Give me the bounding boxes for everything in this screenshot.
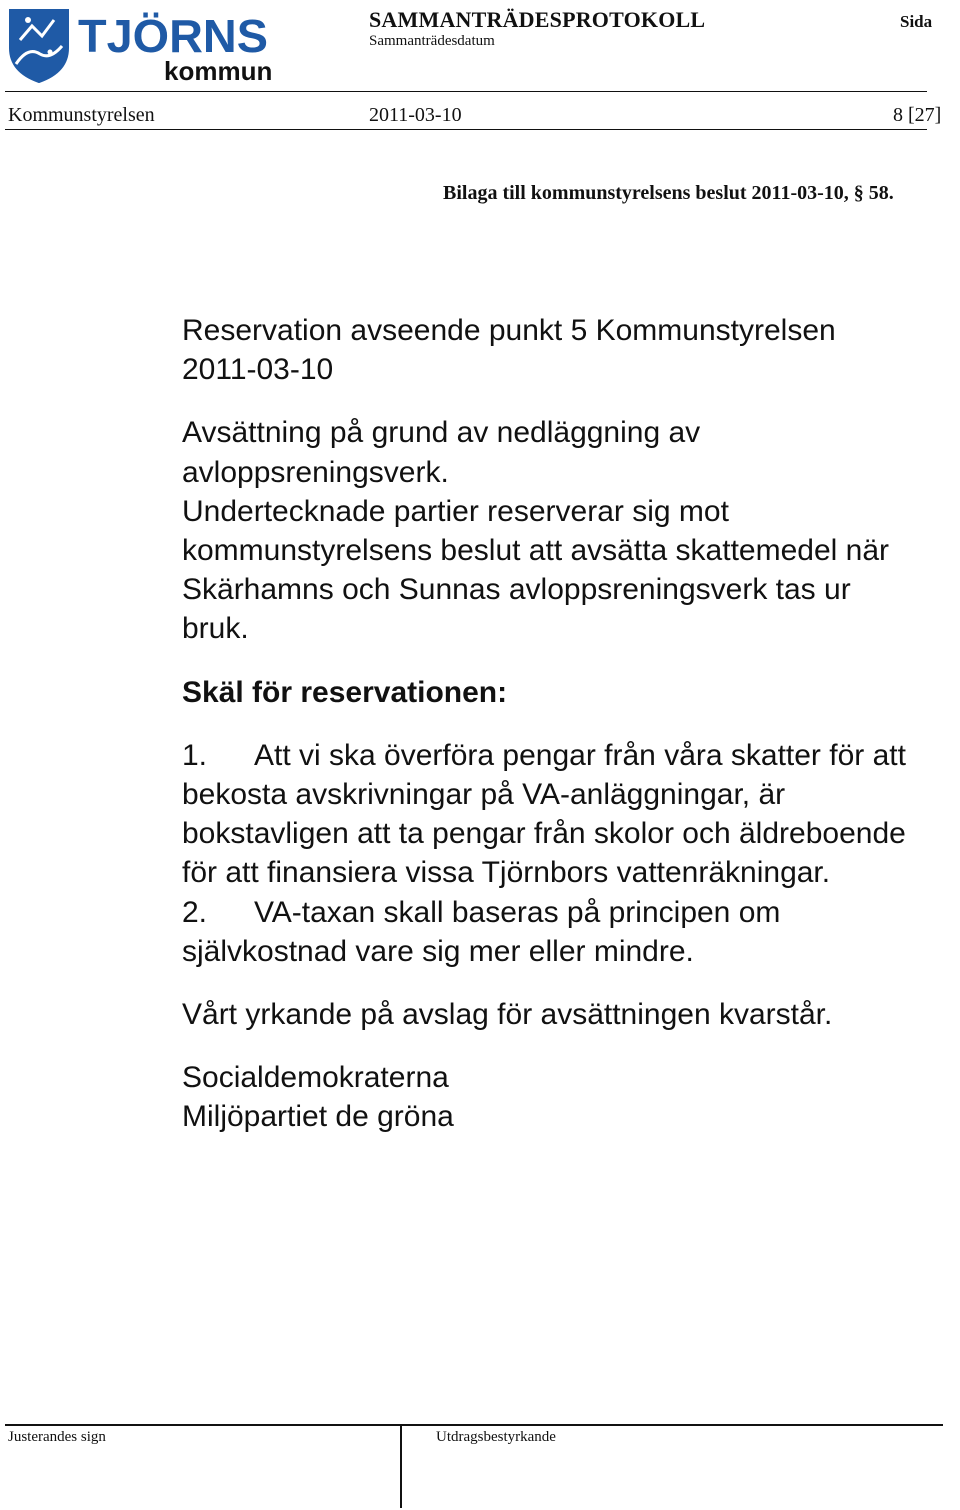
footer-divider [5,1424,943,1426]
list-item [182,893,942,932]
list-number: 2. [182,895,208,929]
reason-line: bokstavligen att ta pengar från skolor och äldreboende [182,817,906,851]
municipality-logo [6,6,276,84]
reason-line: för att finansiera vissa Tjörnbors vattenräkningar. [182,856,831,890]
footer-column-divider [400,1424,402,1508]
intro-line: Skärhamns och Sunnas avloppsreningsverk tas ur [182,573,851,607]
title-line: 2011-03-10 [182,353,334,387]
reasons-list [182,736,942,971]
claim-statement: Vårt yrkande på avslag för avsättningen kvarstår. [182,998,833,1032]
intro-line: Avsättning på grund av nedläggning av [182,416,701,450]
intro-line: avloppsreningsverk. [182,455,449,489]
list-number: 1. [182,738,208,772]
utdragsbestyrkande-label: Utdragsbestyrkande [436,1429,556,1445]
party-name: Socialdemokraterna [182,1061,449,1095]
attachment-note: Bilaga till kommunstyrelsens beslut 2011-03-10, § 58. [443,182,894,204]
reason-line: Att vi ska överföra pengar från våra skatter för att [254,738,906,772]
reservation-title [182,311,942,389]
document-title: SAMMANTRÄDESPROTOKOLL [369,7,706,32]
meeting-date-label: Sammanträdesdatum [369,33,495,49]
justerandes-sign-label: Justerandes sign [8,1429,106,1445]
reason-line: självkostnad vare sig mer eller mindre. [182,934,694,968]
reason-line: bekosta avskrivningar på VA-anläggningar, är [182,778,786,812]
logo-subtitle: kommun [164,56,273,84]
logo-wordmark: TJÖRNS [78,10,268,62]
intro-line: bruk. [182,612,249,646]
reason-line: VA-taxan skall baseras på principen om [254,895,781,929]
reservation-body [182,311,942,1137]
reasons-heading: Skäl för reservationen: [182,675,508,709]
coat-of-arms-icon [10,10,68,82]
signing-parties [182,1058,942,1136]
header-divider [5,91,927,92]
title-line: Reservation avseende punkt 5 Kommunstyrelsen [182,314,836,347]
meta-divider [5,129,927,130]
reservation-intro [182,413,942,648]
page-number: 8 [27] [893,104,942,126]
list-item [182,736,942,775]
meeting-date: 2011-03-10 [369,104,462,126]
party-name: Miljöpartiet de gröna [182,1100,454,1134]
page-label: Sida [900,12,933,31]
board-name: Kommunstyrelsen [8,104,155,126]
intro-line: Undertecknade partier reserverar sig mot [182,494,729,528]
intro-line: kommunstyrelsens beslut att avsätta skattemedel när [182,534,889,568]
